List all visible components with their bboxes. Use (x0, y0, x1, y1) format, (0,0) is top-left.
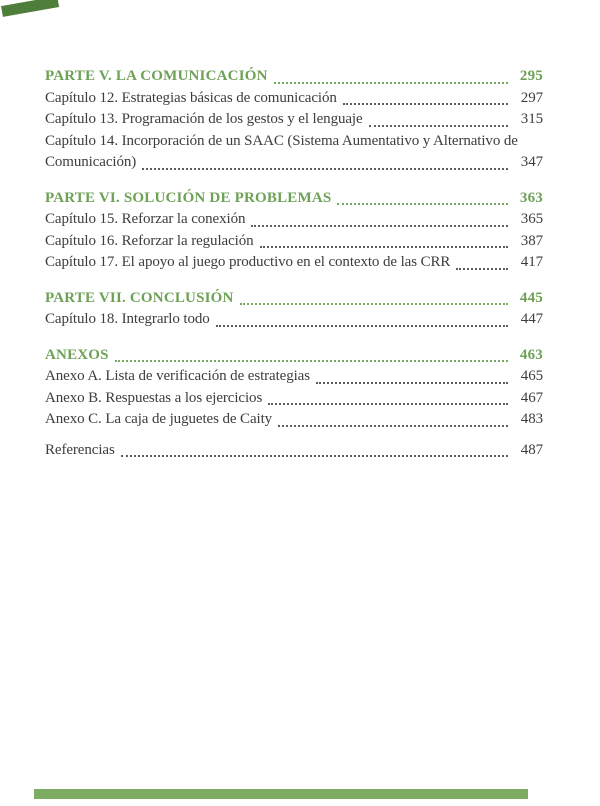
toc-chapter-entry (45, 152, 543, 174)
dotted-leader (369, 125, 508, 127)
toc-entry-label: Capítulo 16. Reforzar la regulación (45, 232, 254, 249)
dotted-leader (142, 168, 508, 170)
toc-chapter-entry (45, 88, 543, 110)
toc-entry-label: Capítulo 18. Integrarlo todo (45, 311, 210, 327)
dotted-leader (274, 82, 508, 84)
toc-entry-label: Anexo C. La caja de juguetes de Caity (45, 411, 273, 427)
toc-entry-page-number: 417 (520, 254, 543, 270)
toc-entry-page-number: 465 (520, 368, 543, 384)
toc-entry-label: Anexo A. Lista de verificación de estrategias (45, 368, 310, 384)
toc-entry-label: PARTE V. LA COMUNICACIÓN (45, 68, 268, 84)
toc-chapter-entry (45, 131, 543, 153)
dotted-leader (216, 325, 508, 327)
toc-entry-label: Comunicación) (45, 154, 137, 170)
toc-part-entry (45, 66, 543, 88)
toc-part-entry (45, 288, 543, 310)
corner-ribbon-decoration (1, 0, 59, 17)
toc-entry-label: Referencias (45, 441, 115, 458)
toc-entry-page-number: 297 (520, 89, 543, 106)
toc-references-entry (45, 440, 543, 462)
table-of-contents (45, 66, 543, 461)
dotted-leader (343, 103, 508, 105)
toc-chapter-entry (45, 409, 543, 431)
toc-entry-label: Capítulo 13. Programación de los gestos y el lenguaje (45, 111, 363, 127)
toc-entry-label: Capítulo 15. Reforzar la conexión (45, 211, 246, 227)
toc-chapter-entry (45, 366, 543, 388)
toc-entry-page-number: 483 (520, 411, 543, 427)
dotted-leader (316, 382, 508, 384)
toc-entry-label: ANEXOS (45, 346, 109, 363)
toc-chapter-entry (45, 252, 543, 274)
toc-entry-page-number: 487 (520, 441, 543, 458)
toc-entry-page-number: 467 (520, 389, 543, 406)
toc-chapter-entry (45, 309, 543, 331)
dotted-leader (456, 268, 508, 270)
toc-entry-page-number: 363 (519, 189, 543, 206)
toc-chapter-entry (45, 231, 543, 253)
toc-entry-page-number: 347 (520, 154, 543, 170)
dotted-leader (278, 425, 508, 427)
dotted-leader (337, 203, 508, 205)
toc-entry-page-number: 447 (520, 311, 543, 327)
toc-entry-page-number: 315 (520, 111, 543, 127)
bottom-bar-decoration (34, 789, 528, 799)
toc-entry-page-number: 445 (519, 289, 543, 306)
toc-entry-page-number: 387 (520, 232, 543, 249)
dotted-leader (121, 455, 508, 457)
toc-entry-label: Capítulo 14. Incorporación de un SAAC (Sistema Aumentativo y Alternativo de (45, 132, 518, 149)
toc-chapter-entry (45, 209, 543, 231)
toc-part-entry (45, 345, 543, 367)
toc-part-entry (45, 188, 543, 210)
toc-entry-label: PARTE VI. SOLUCIÓN DE PROBLEMAS (45, 189, 332, 206)
toc-entry-page-number: 463 (519, 346, 543, 363)
toc-entry-label: Anexo B. Respuestas a los ejercicios (45, 389, 263, 406)
toc-entry-label: Capítulo 12. Estrategias básicas de comunicación (45, 89, 337, 106)
dotted-leader (268, 403, 508, 405)
toc-entry-page-number: 365 (520, 211, 543, 227)
dotted-leader (260, 246, 508, 248)
toc-entry-label: Capítulo 17. El apoyo al juego productivo en el contexto de las CRR (45, 254, 451, 270)
toc-entry-page-number: 295 (519, 68, 543, 84)
dotted-leader (240, 303, 508, 305)
dotted-leader (115, 360, 508, 362)
toc-chapter-entry (45, 109, 543, 131)
toc-chapter-entry (45, 388, 543, 410)
toc-entry-label: PARTE VII. CONCLUSIÓN (45, 289, 234, 306)
dotted-leader (251, 225, 508, 227)
